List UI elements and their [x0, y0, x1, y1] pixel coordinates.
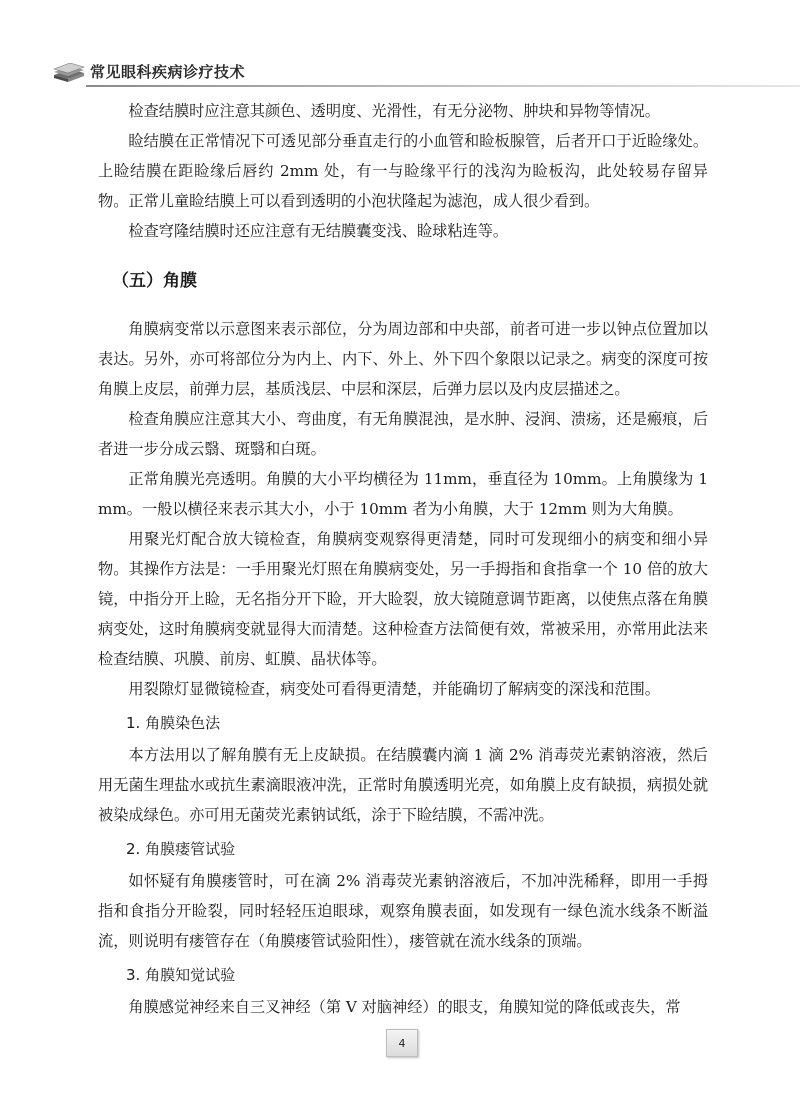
header-rule: [86, 85, 800, 87]
paragraph: 正常角膜光亮透明。角膜的大小平均横径为 11mm，垂直径为 10mm。上角膜缘为 1mm。一般以横径来表示其大小，小于 10mm 者为小角膜，大于 12mm 则为大角膜。: [98, 470, 708, 518]
running-header: [52, 57, 800, 87]
subsection-title: 1. 角膜染色法: [126, 714, 221, 732]
subsection-title: 3. 角膜知觉试验: [126, 966, 236, 984]
paragraph: 检查角膜应注意其大小、弯曲度，有无角膜混浊，是水肿、浸润、溃疡，还是瘢痕，后者进一步分成云翳、斑翳和白斑。: [98, 410, 708, 458]
section-title: （五）角膜: [112, 271, 197, 291]
page-body: [98, 96, 708, 1022]
paragraph: 用聚光灯配合放大镜检查，角膜病变观察得更清楚，同时可发现细小的病变和细小异物。其操作方法是：一手用聚光灯照在角膜病变处，另一手拇指和食指拿一个 10 倍的放大镜，中指分开上睑，无名指分开下睑，开大睑裂，放大镜随意调节距离，以使焦点落在角膜病变处，这时角膜病变就显得大而清楚。这种检查方法简便有效，常被采用，亦常用此法来检查结膜、巩膜、前房、虹膜、晶状体等。: [98, 530, 708, 668]
paragraph: 本方法用以了解角膜有无上皮缺损。在结膜囊内滴 1 滴 2% 消毒荧光素钠溶液，然后用无菌生理盐水或抗生素滴眼液冲洗，正常时角膜透明光亮，如角膜上皮有缺损，病损处就被染成绿色。亦可用无菌荧光素钠试纸，涂于下睑结膜，不需冲洗。: [98, 746, 708, 824]
paragraph: 检查穹隆结膜时还应注意有无结膜囊变浅、睑球粘连等。: [128, 222, 509, 240]
paragraph: 睑结膜在正常情况下可透见部分垂直走行的小血管和睑板腺管，后者开口于近睑缘处。上睑结膜在距睑缘后唇约 2mm 处，有一与睑缘平行的浅沟为睑板沟，此处较易存留异物。正常儿童睑结膜上可以看到透明的小泡状隆起为滤泡，成人很少看到。: [98, 132, 708, 210]
paragraph: 用裂隙灯显微镜检查，病变处可看得更清楚，并能确切了解病变的深浅和范围。: [128, 680, 660, 698]
subsection-title: 2. 角膜瘘管试验: [126, 840, 236, 858]
book-stack-icon: [52, 63, 86, 83]
paragraph: 角膜感觉神经来自三叉神经（第 V 对脑神经）的眼支，角膜知觉的降低或丧失，常: [128, 998, 681, 1016]
paragraph: 角膜病变常以示意图来表示部位，分为周边部和中央部，前者可进一步以钟点位置加以表达。另外，亦可将部位分为内上、内下、外上、外下四个象限以记录之。病变的深度可按角膜上皮层，前弹力层，基质浅层、中层和深层，后弹力层以及内皮层描述之。: [98, 320, 708, 398]
header-title: 常见眼科疾病诊疗技术: [90, 63, 246, 81]
page-number: 4: [386, 1029, 418, 1057]
paragraph: 如怀疑有角膜瘘管时，可在滴 2% 消毒荧光素钠溶液后，不加冲洗稀释，即用一手拇指和食指分开睑裂，同时轻轻压迫眼球，观察角膜表面，如发现有一绿色流水线条不断溢流，则说明有瘘管存在（角膜瘘管试验阳性），瘘管就在流水线条的顶端。: [98, 872, 708, 950]
paragraph: 检查结膜时应注意其颜色、透明度、光滑性，有无分泌物、肿块和异物等情况。: [128, 102, 660, 120]
